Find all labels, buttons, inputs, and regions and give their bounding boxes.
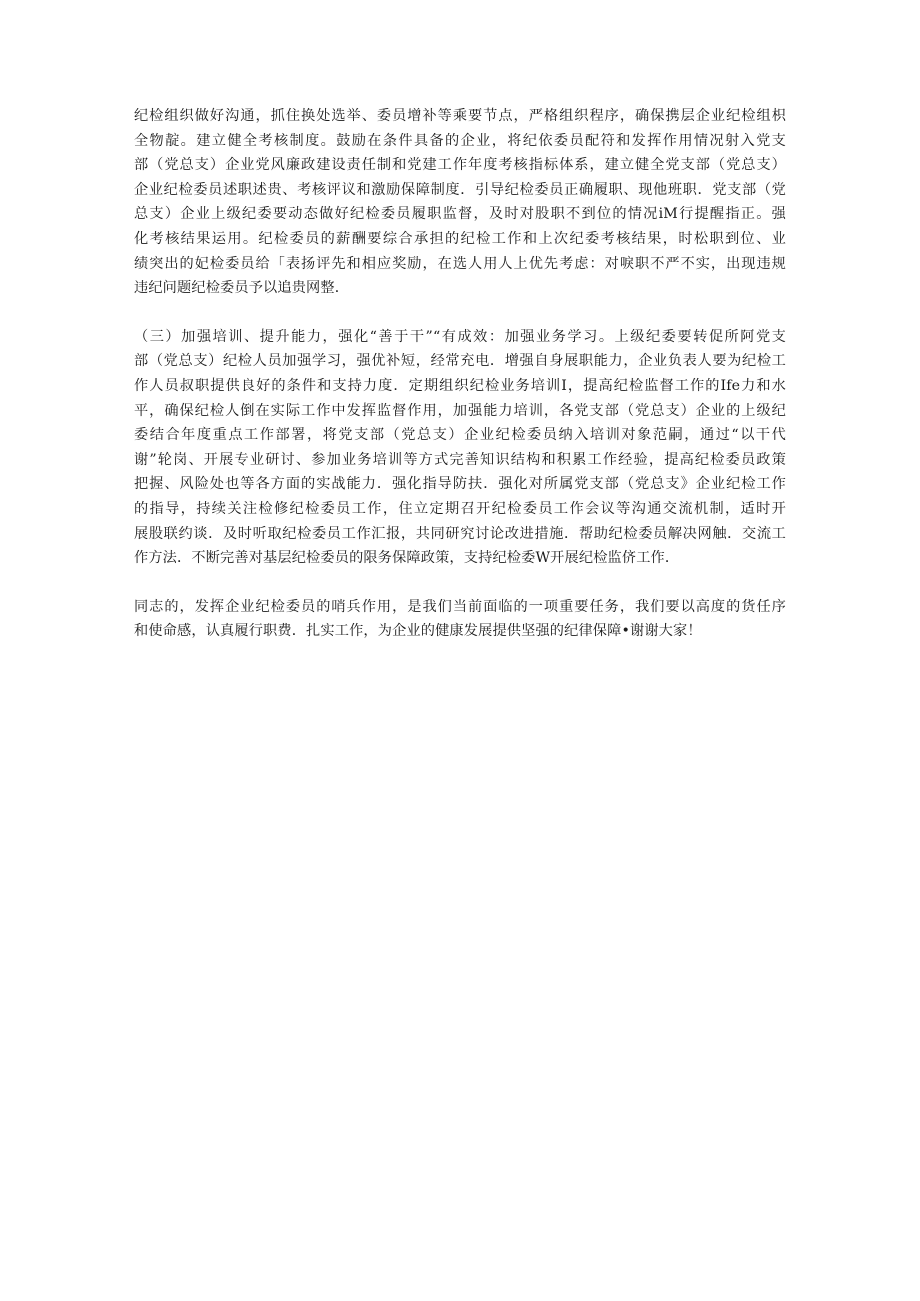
text-line: 同志的，发挥企业纪检委员的哨兵作用，是我们当前面临的一项重要任务，我们要以高度的货任序 (134, 598, 786, 615)
text-line: 企业纪检委员述职述贵、考核评议和激励保障制度．引导纪检委员正确履职、现他班职．党支部（党 (134, 181, 786, 198)
text-line: 化考核结果运用。纪检委员的薪酬要综合承担的纪检工作和上次纪委考核结果，时松职到位、业 (134, 230, 786, 247)
text-line: 全物靛。建立健全考核制度。鼓励在条件具备的企业，将纪依委员配符和发挥作用情况射入党支 (134, 132, 786, 149)
text-line: 展股联约谈．及时听取纪检委员工作汇报，共同研究讨论改进措施．帮助纪检委员解决网触．交流工 (134, 525, 786, 542)
text-line: 平，确保纪检人倒在实际工作中发挥监督作用，加强能力培训，各党支部（党总支）企业的上级纪 (134, 402, 786, 419)
document-body (134, 104, 786, 644)
paragraph-3 (134, 595, 786, 644)
text-line: 委结合年度重点工作部署，将党支部（党总支）企业纪检委员纳入培训对象范嗣，通过“以干代 (134, 427, 786, 444)
paragraph-1 (134, 104, 786, 301)
text-line: 违纪问题纪检委员予以追贵网整． (134, 280, 350, 297)
paragraph-2 (134, 325, 786, 571)
text-line: 绩突出的妃检委员给「表扬评先和相应奖励，在选人用人上优先考虑：对唳职不严不实，出现违规 (134, 255, 786, 272)
text-line: （三）加强培训、提升能力，强化“善于干”“有成效：加强业务学习。上级纪委要转促所阿党支 (134, 328, 786, 345)
text-line: 纪检组织做好沟通，抓住换处选举、委员增补等乘要节点，严格组织程序，确保携层企业纪检组枳 (134, 108, 786, 124)
text-line: 作方法．不断完善对基层纪检委员的限务保障政策，支持纪检委W开展纪检监侪工作． (134, 550, 680, 567)
text-line: 的指导，持续关注检修纪检委员工作，住立定期召开纪检委员工作会议等沟通交流机制，适时开 (134, 500, 786, 517)
text-line: 作人员叔职提供良好的条件和支持力度．定期组织纪检业务培训I，提高纪检监督工作的Ife力和水 (134, 377, 786, 394)
text-line: 部（党总支）企业党风廉政建设责任制和党建工作年度考核指标体系，建立健全党支部（党总支） (134, 157, 786, 174)
text-line: 和使命感，认真履行职费．扎实工作，为企业的健康发展提供坚强的纪律保障•谢谢大家！ (134, 623, 702, 640)
text-line: 谢”轮岗、开展专业研讨、参加业务培训等方式完善知识结构和积累工作经验，提高纪检委员政策 (134, 451, 786, 468)
text-line: 总支）企业上级纪委要动态做好纪检委员履职监督，及时对股职不到位的情况iM行提醒指正。强 (134, 206, 786, 223)
text-line: 部（党总支）纪检人员加强学习，强优补短，经常充电．增强自身展职能力，企业负表人要为纪检工 (134, 353, 786, 370)
text-line: 把握、风险处也等各方面的实战能力．强化指导防扶．强化对所属党支部（党总支》企业纪检工作 (134, 476, 786, 493)
